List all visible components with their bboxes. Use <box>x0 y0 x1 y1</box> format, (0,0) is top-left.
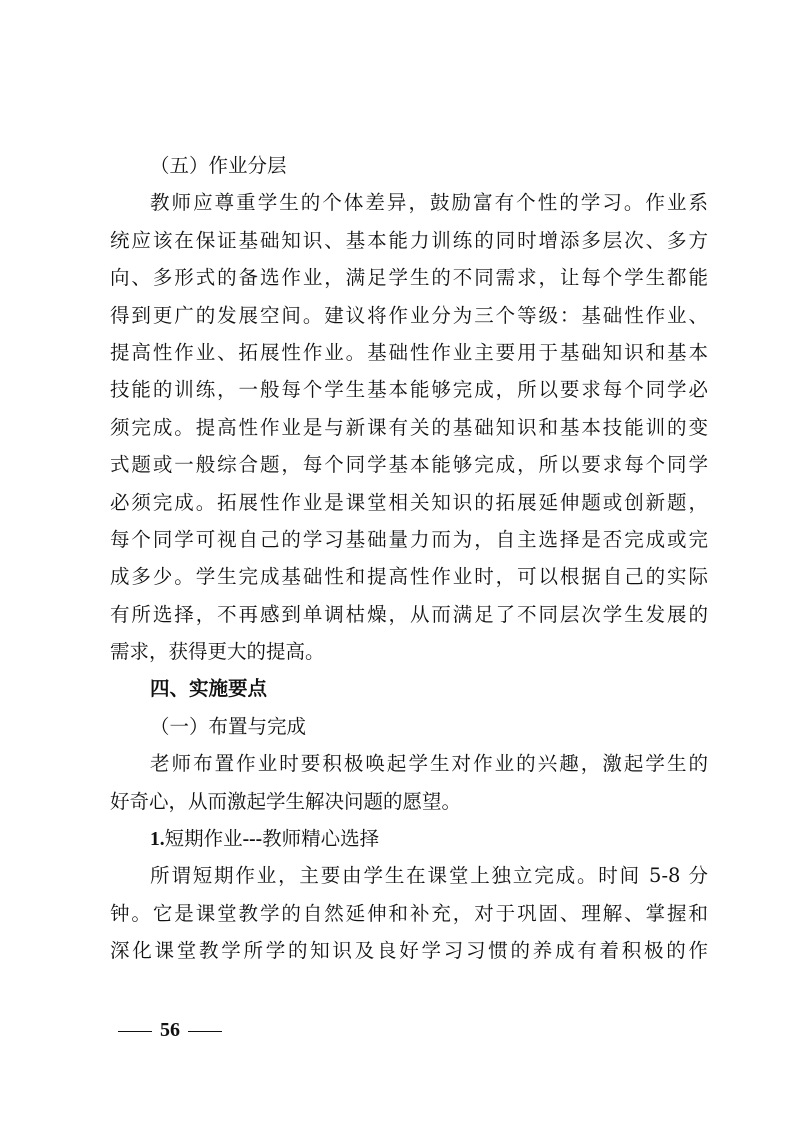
item-one-heading <box>110 820 708 857</box>
paragraph-line: 有所选择，不再感到单调枯燥，从而满足了不同层次学生发展的 <box>110 602 708 626</box>
page-number: 56 <box>160 1019 180 1041</box>
subsection-one-title: （一）布置与完成 <box>150 714 307 738</box>
paragraph-line: 所谓短期作业，主要由学生在课堂上独立完成。时间 5-8 分 <box>150 864 708 888</box>
item-one-number: 1. <box>150 829 165 851</box>
paragraph-line: 技能的训练，一般每个学生基本能够完成，所以要求每个同学必 <box>110 378 708 402</box>
heading-four: 四、实施要点 <box>150 677 268 701</box>
paragraph-line: 老师布置作业时要积极唤起学生对作业的兴趣，激起学生的 <box>150 752 708 776</box>
paragraph-line: 深化课堂教学所学的知识及良好学习习惯的养成有着积极的作 <box>110 939 708 963</box>
item-one-text-after: 教师精心选择 <box>262 827 380 851</box>
paragraph-line: 教师应尊重学生的个体差异，鼓励富有个性的学习。作业系 <box>150 191 708 215</box>
page-footer <box>110 1015 230 1045</box>
footer-dash-right <box>188 1031 222 1033</box>
paragraph-line: 须完成。提高性作业是与新课有关的基础知识和基本技能训的变 <box>110 415 708 439</box>
paragraph-line: 统应该在保证基础知识、基本能力训练的同时增添多层次、多方 <box>110 228 708 252</box>
paragraph-line: 需求，获得更大的提高。 <box>110 640 325 664</box>
paragraph-line: 成多少。学生完成基础性和提高性作业时，可以根据自己的实际 <box>110 565 708 589</box>
document-body <box>110 147 708 970</box>
footer-dash-left <box>118 1031 152 1033</box>
paragraph-line: 式题或一般综合题，每个同学基本能够完成，所以要求每个同学 <box>110 453 708 477</box>
item-one-text: 短期作业 <box>164 827 243 851</box>
paragraph-line: 好奇心，从而激起学生解决问题的愿望。 <box>110 789 462 813</box>
paragraph-line: 每个同学可视自己的学习基础量力而为，自主选择是否完成或完 <box>110 527 708 551</box>
item-one-dashes: --- <box>242 829 263 851</box>
paragraph-line: 向、多形式的备选作业，满足学生的不同需求，让每个学生都能 <box>110 266 708 290</box>
paragraph-line: 得到更广的发展空间。建议将作业分为三个等级：基础性作业、 <box>110 303 708 327</box>
paragraph-line: 钟。它是课堂教学的自然延伸和补充，对于巩固、理解、掌握和 <box>110 901 708 925</box>
paragraph-line: 必须完成。拓展性作业是课堂相关知识的拓展延伸题或创新题， <box>110 490 708 514</box>
section-five-title: （五）作业分层 <box>150 154 287 177</box>
paragraph-line: 提高性作业、拓展性作业。基础性作业主要用于基础知识和基本 <box>110 340 708 364</box>
